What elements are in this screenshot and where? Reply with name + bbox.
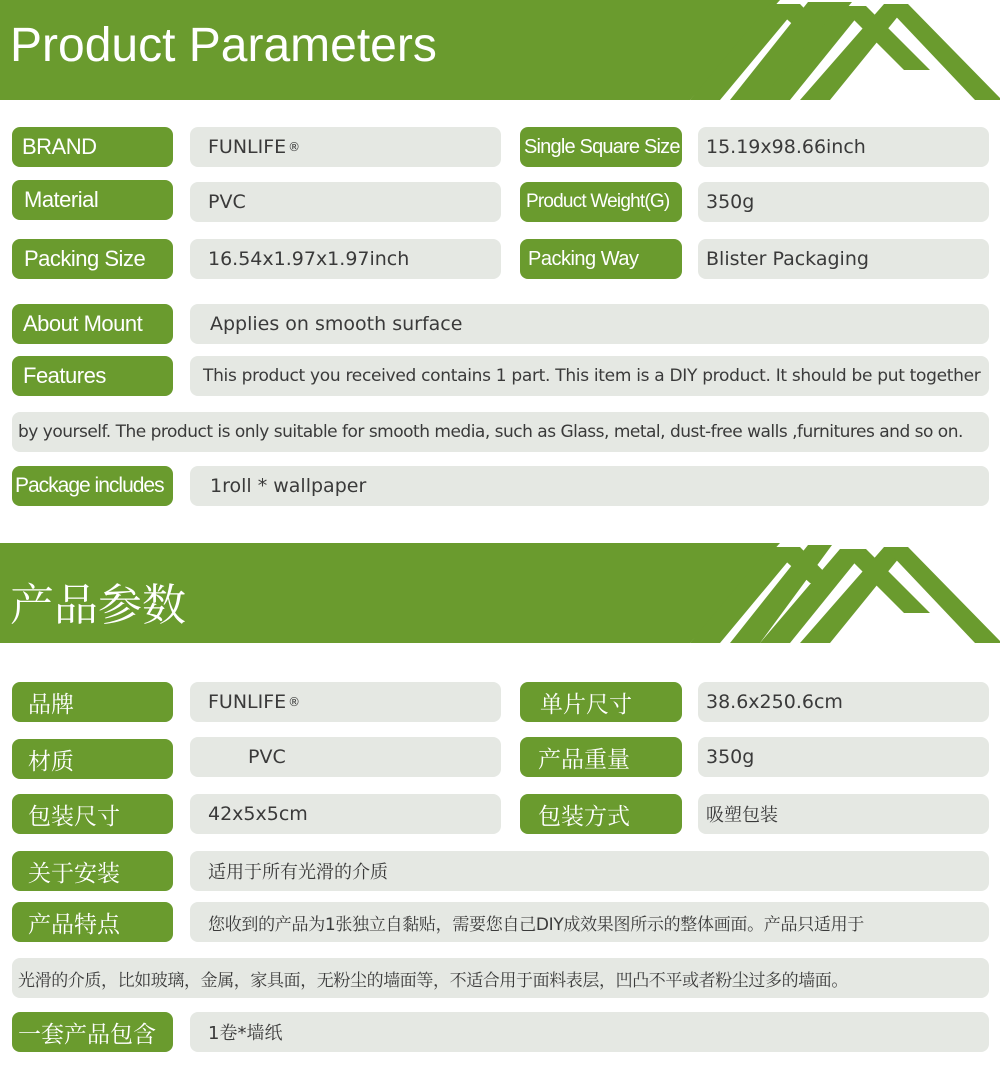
package-includes-label: 一套产品包含 <box>12 1012 173 1052</box>
banner-title: Product Parameters <box>10 19 437 72</box>
packing-way-label: Packing Way <box>520 239 682 279</box>
product-weight-label: 产品重量 <box>520 737 682 777</box>
packing-way-value: 吸塑包装 <box>698 794 989 834</box>
features-value-line-2: by yourself. The product is only suitable for smooth media, such as Glass, metal, dust-free walls ,furnitures and so on. <box>12 412 989 452</box>
registered-mark: ® <box>288 695 301 709</box>
single-square-size-value: 15.19x98.66inch <box>698 127 989 167</box>
features-label: Features <box>12 356 173 396</box>
material-value: PVC <box>190 182 501 222</box>
material-label: 材质 <box>12 739 173 779</box>
packing-size-label: 包装尺寸 <box>12 794 173 834</box>
features-value-line-1: 您收到的产品为1张独立自黏贴，需要您自己DIY成效果图所示的整体画面。产品只适用于 <box>190 902 989 942</box>
about-mount-label: About Mount <box>12 304 173 344</box>
packing-size-label: Packing Size <box>12 239 173 279</box>
banner-title: 产品参数 <box>10 580 186 631</box>
single-size-value: 38.6x250.6cm <box>698 682 989 722</box>
package-includes-value: 1卷*墙纸 <box>190 1012 989 1052</box>
brand-value: FUNLIFE ® <box>190 682 501 722</box>
banner-chinese <box>0 543 1000 643</box>
material-value: PVC <box>190 737 501 777</box>
packing-size-value: 42x5x5cm <box>190 794 501 834</box>
about-mount-value: Applies on smooth surface <box>190 304 989 344</box>
banner-english <box>0 0 1000 100</box>
brand-label: 品牌 <box>12 682 173 722</box>
product-weight-label: Product Weight(G) <box>520 182 682 222</box>
single-size-label: 单片尺寸 <box>520 682 682 722</box>
product-weight-value: 350g <box>698 182 989 222</box>
about-mount-label: 关于安装 <box>12 851 173 891</box>
about-mount-value: 适用于所有光滑的介质 <box>190 851 989 891</box>
single-square-size-label: Single Square Size <box>520 127 682 167</box>
registered-mark: ® <box>288 140 301 154</box>
features-label: 产品特点 <box>12 902 173 942</box>
product-weight-value: 350g <box>698 737 989 777</box>
features-value-line-1: This product you received contains 1 part. This item is a DIY product. It should be put together <box>190 356 989 396</box>
brand-label: BRAND <box>12 127 173 167</box>
packing-way-label: 包装方式 <box>520 794 682 834</box>
packing-size-value: 16.54x1.97x1.97inch <box>190 239 501 279</box>
material-label: Material <box>12 180 173 220</box>
brand-value: FUNLIFE ® <box>190 127 501 167</box>
package-includes-value: 1roll * wallpaper <box>190 466 989 506</box>
features-value-line-2: 光滑的介质，比如玻璃，金属，家具面，无粉尘的墙面等，不适合用于面料表层，凹凸不平或者粉尘过多的墙面。 <box>12 958 989 998</box>
package-includes-label: Package includes <box>12 466 173 506</box>
packing-way-value: Blister Packaging <box>698 239 989 279</box>
